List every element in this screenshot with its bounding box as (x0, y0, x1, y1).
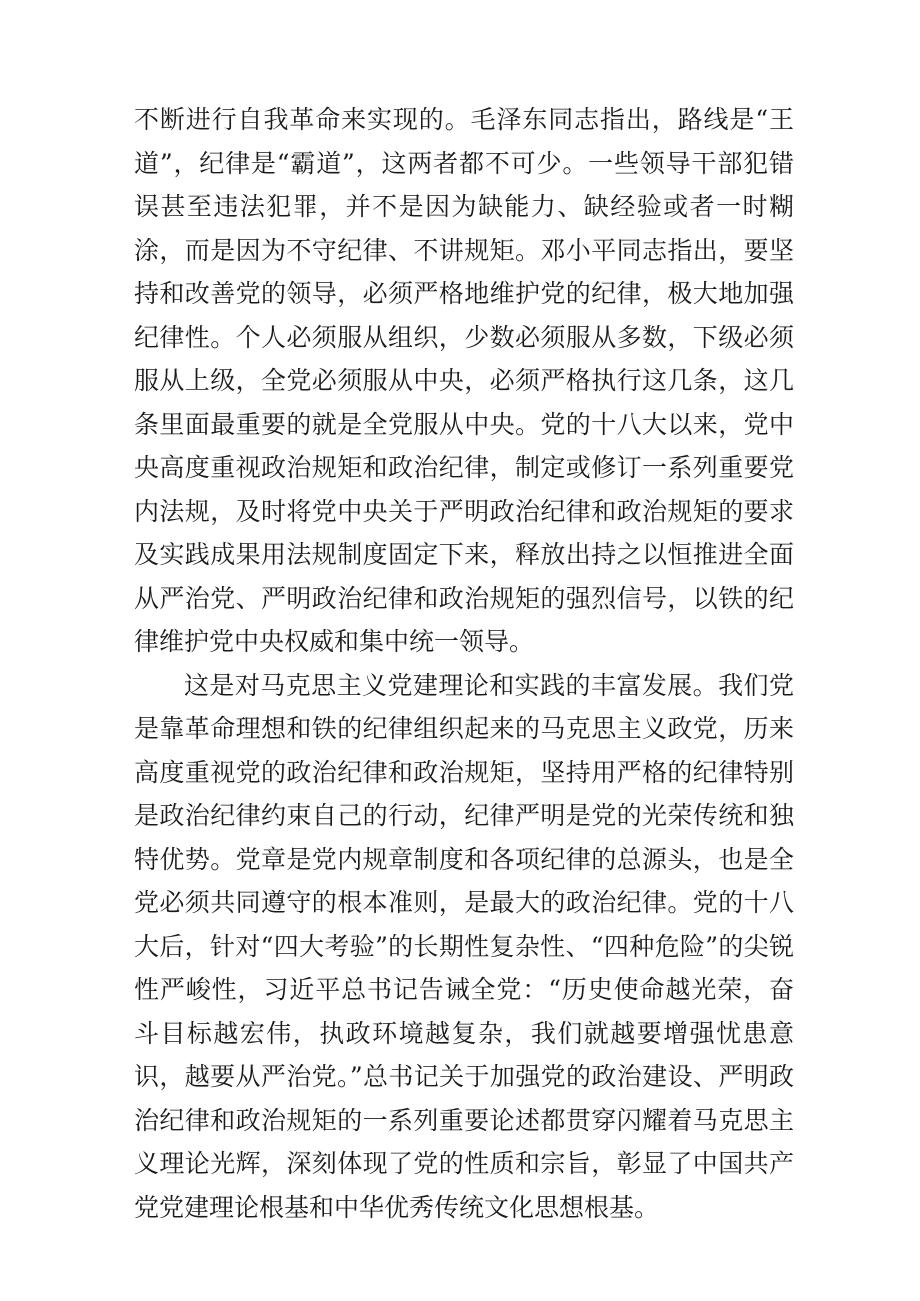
paragraph-2: 这是对马克思主义党建理论和实践的丰富发展。我们党是靠革命理想和铁的纪律组织起来的马克思主义政党，历来高度重视党的政治纪律和政治规矩，坚持用严格的纪律特别是政治纪律约束自己的行动，纪律严明是党的光荣传统和独特优势。党章是党内规章制度和各项纪律的总源头，也是全党必须共同遵守的根本准则，是最大的政治纪律。党的十八大后，针对“四大考验”的长期性复杂性、“四种危险”的尖锐性严峻性，习近平总书记告诫全党：“历史使命越光荣，奋斗目标越宏伟，执政环境越复杂，我们就越要增强忧患意识，越要从严治党。”总书记关于加强党的政治建设、严明政治纪律和政治规矩的一系列重要论述都贯穿闪耀着马克思主义理论光辉，深刻体现了党的性质和宗旨，彰显了中国共产党党建理论根基和中华优秀传统文化思想根基。 (134, 670, 794, 1222)
paragraph-1: 不断进行自我革命来实现的。毛泽东同志指出，路线是“王道”，纪律是“霸道”，这两者都不可少。一些领导干部犯错误甚至违法犯罪，并不是因为缺能力、缺经验或者一时糊涂，而是因为不守纪律、不讲规矩。邓小平同志指出，要坚持和改善党的领导，必须严格地维护党的纪律，极大地加强纪律性。个人必须服从组织，少数必须服从多数，下级必须服从上级，全党必须服从中央，必须严格执行这几条，这几条里面最重要的就是全党服从中央。党的十八大以来，党中央高度重视政治规矩和政治纪律，制定或修订一系列重要党内法规，及时将党中央关于严明政治纪律和政治规矩的要求及实践成果用法规制度固定下来，释放出持之以恒推进全面从严治党、严明政治纪律和政治规矩的强烈信号，以铁的纪律维护党中央权威和集中统一领导。 (134, 105, 794, 656)
body-text (134, 98, 794, 1229)
